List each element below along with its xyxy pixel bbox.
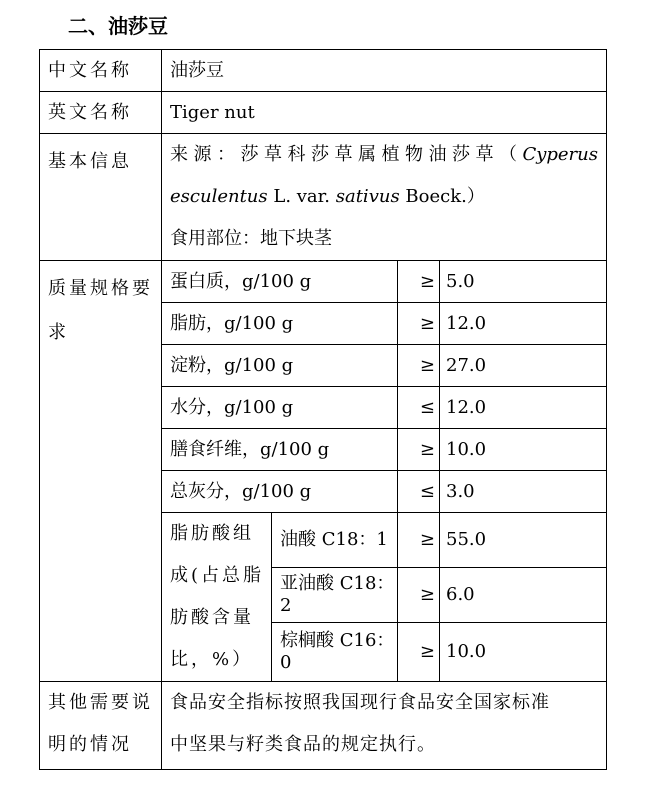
quality-item-name: 蛋白质，g/100 g [162, 261, 398, 303]
quality-item-value: 3.0 [440, 471, 607, 513]
quality-item-value: 12.0 [440, 387, 607, 429]
quality-item-sign: ≥ [398, 261, 440, 303]
quality-item-name: 水分，g/100 g [162, 387, 398, 429]
edible-part: 食用部位：地下块茎 [170, 228, 332, 249]
fatty-acid-value: 10.0 [440, 622, 607, 681]
var-text: L. var. [267, 186, 336, 207]
basic-info-label: 基本信息 [40, 134, 162, 261]
species-name: esculentus [170, 186, 268, 207]
quality-item-sign: ≥ [398, 429, 440, 471]
row-en-name [40, 92, 607, 134]
quality-item-sign: ≤ [398, 387, 440, 429]
section-title: 二、油莎豆 [68, 14, 168, 38]
quality-item-name: 总灰分，g/100 g [162, 471, 398, 513]
source-line-2 [170, 176, 606, 218]
en-name-label: 英文名称 [40, 92, 162, 134]
row-cn-name [40, 50, 607, 92]
notes-line: 食品安全指标按照我国现行食品安全国家标准 [170, 692, 550, 713]
quality-item-value: 10.0 [440, 429, 607, 471]
variety-name: sativus [335, 186, 400, 207]
quality-item-name: 膳食纤维，g/100 g [162, 429, 398, 471]
fatty-acid-name: 棕榈酸 C16：0 [272, 622, 398, 681]
source-line-1 [170, 134, 606, 176]
quality-item-name: 淀粉，g/100 g [162, 345, 398, 387]
quality-item-value: 27.0 [440, 345, 607, 387]
fatty-acid-group-label [162, 513, 272, 682]
notes-label-line: 明的情况 [48, 734, 132, 755]
notes-label [40, 682, 162, 770]
row-notes [40, 682, 607, 770]
spec-table [39, 49, 607, 770]
cn-name-value: 油莎豆 [162, 50, 607, 92]
fatty-acid-value: 55.0 [440, 513, 607, 568]
basic-info-value [162, 134, 607, 261]
quality-item-value: 5.0 [440, 261, 607, 303]
fatty-acid-sign: ≥ [398, 567, 440, 622]
quality-item-sign: ≥ [398, 345, 440, 387]
notes-line: 中坚果与籽类食品的规定执行。 [170, 734, 436, 755]
quality-row-0 [40, 261, 607, 303]
fatty-acid-sign: ≥ [398, 622, 440, 681]
fatty-acid-group-line: 脂肪酸组 [170, 523, 254, 544]
source-prefix: 来源：莎草科莎草属植物油莎草（ [170, 144, 523, 165]
fatty-acid-sign: ≥ [398, 513, 440, 568]
notes-value [162, 682, 607, 770]
quality-item-sign: ≤ [398, 471, 440, 513]
row-basic-info [40, 134, 607, 261]
fatty-acid-group-line: 肪酸含量 [170, 607, 254, 628]
quality-label: 质量规格要求 [40, 261, 162, 682]
fatty-acid-name: 油酸 C18：1 [272, 513, 398, 568]
notes-label-line: 其他需要说 [48, 692, 153, 713]
fatty-acid-name: 亚油酸 C18：2 [272, 567, 398, 622]
quality-item-value: 12.0 [440, 303, 607, 345]
genus-name: Cyperus [522, 144, 598, 165]
fatty-acid-group-line: 成(占总脂 [170, 565, 265, 586]
quality-item-sign: ≥ [398, 303, 440, 345]
fatty-acid-value: 6.0 [440, 567, 607, 622]
en-name-value: Tiger nut [162, 92, 607, 134]
fatty-acid-group-line: 比，%） [170, 649, 254, 670]
author-text: Boeck.） [399, 186, 485, 207]
cn-name-label: 中文名称 [40, 50, 162, 92]
quality-item-name: 脂肪，g/100 g [162, 303, 398, 345]
